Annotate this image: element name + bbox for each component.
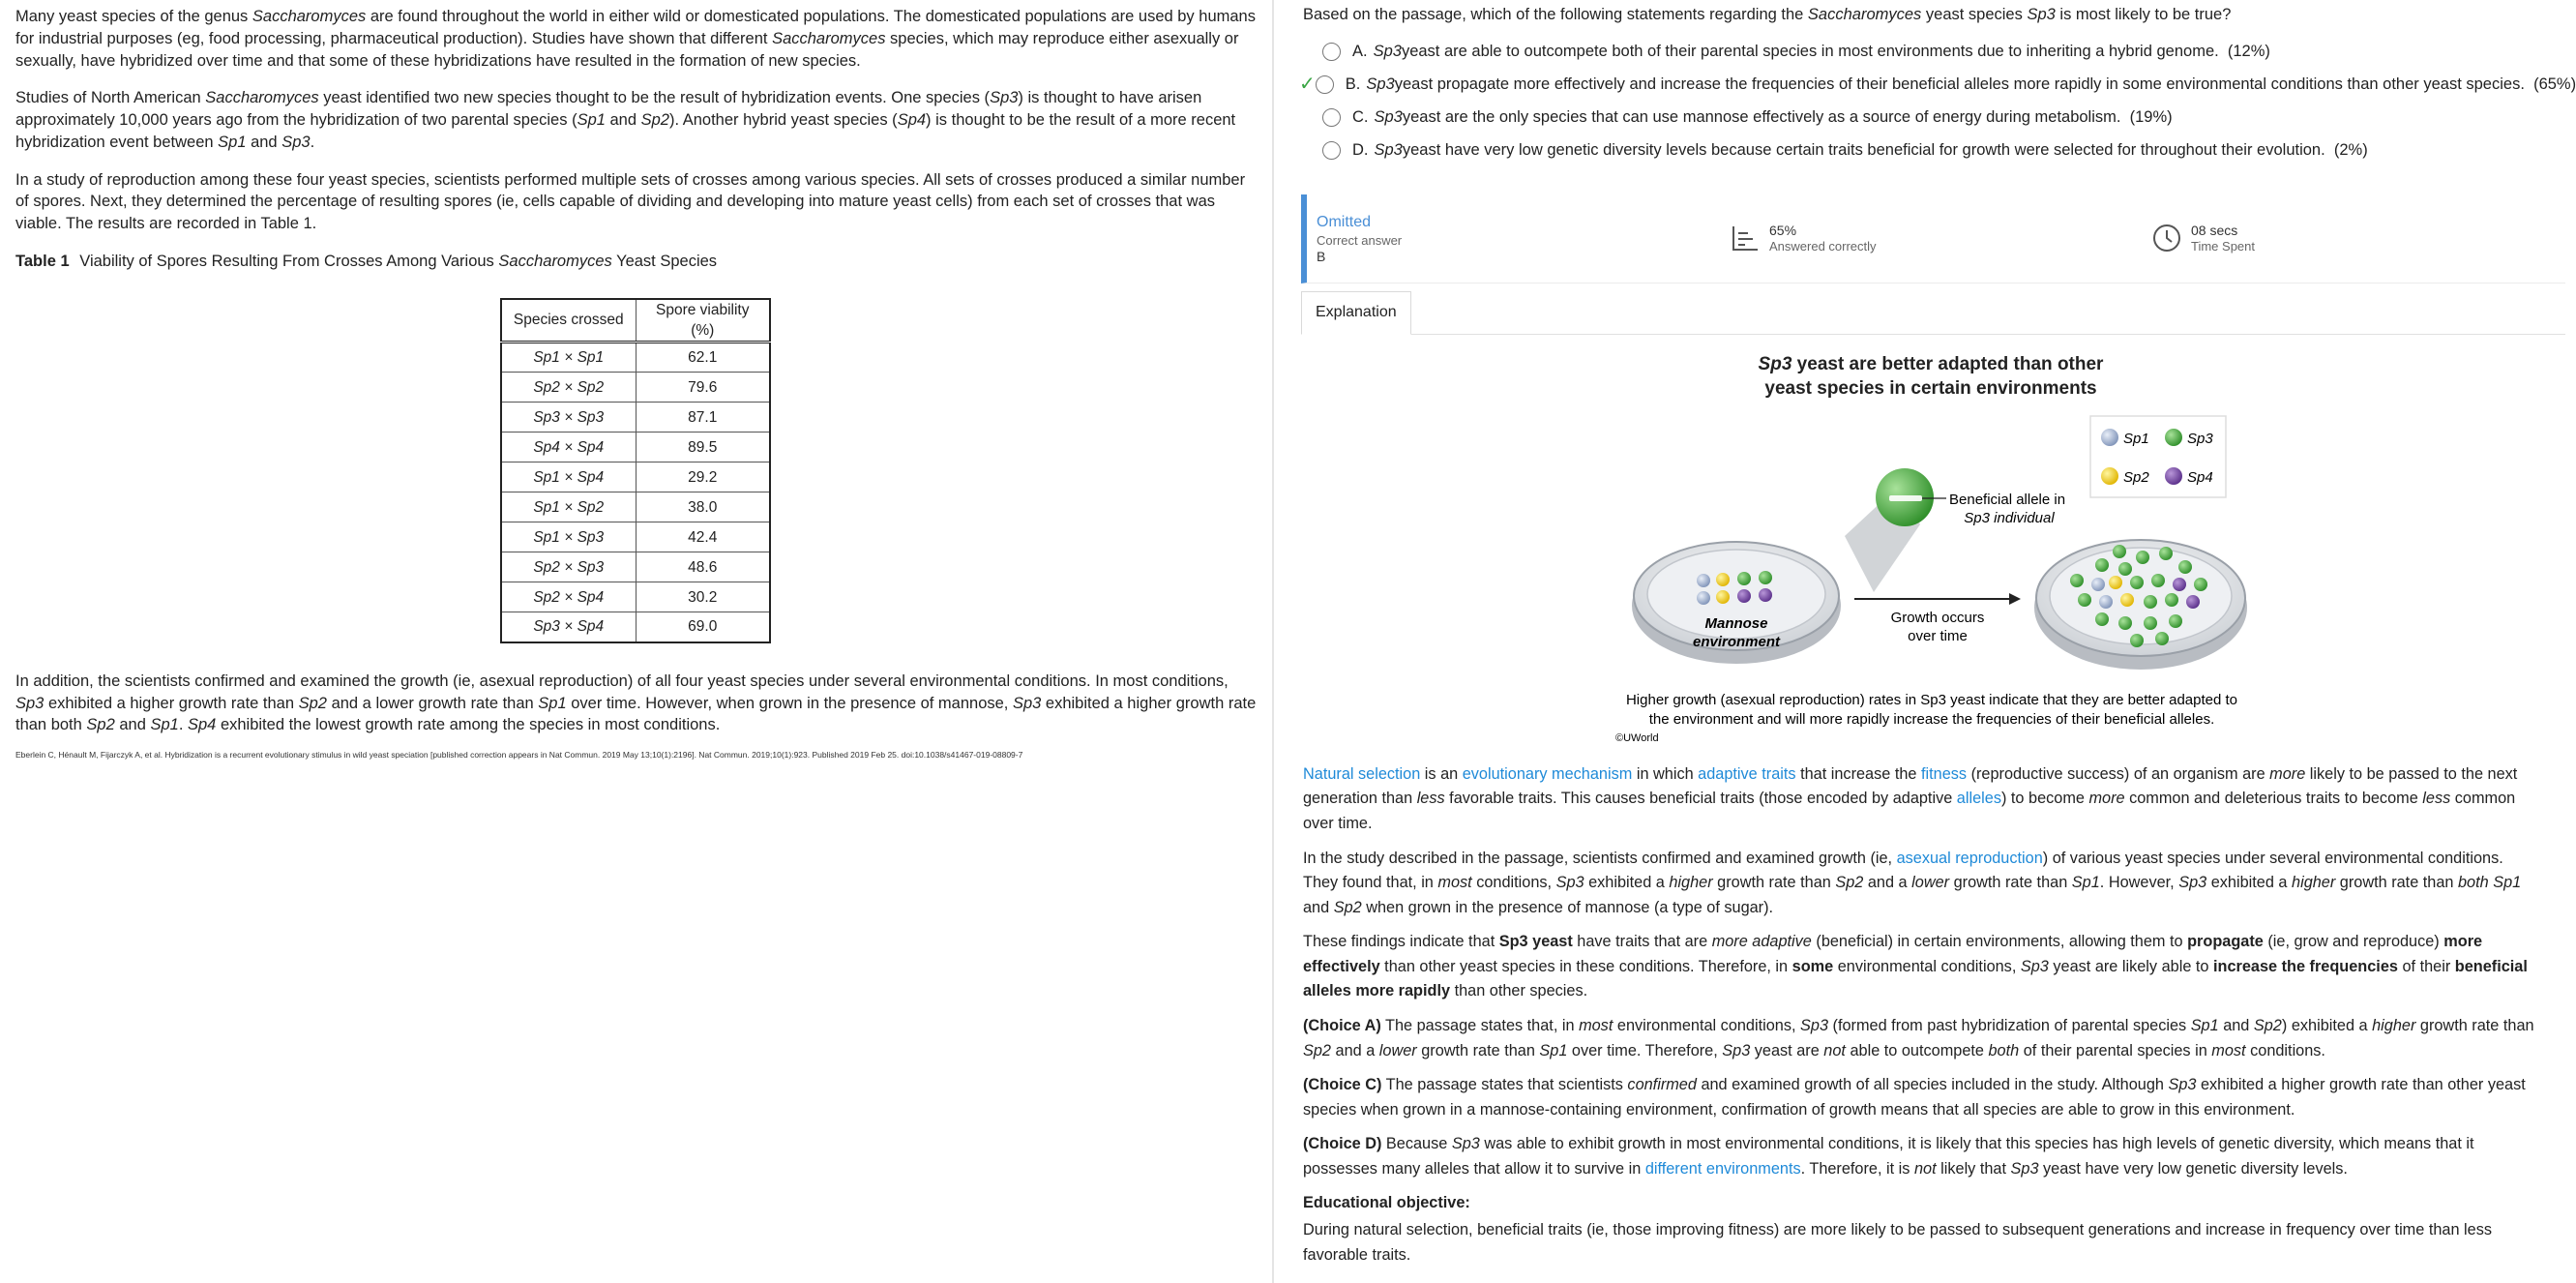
table-cell: 29.2 [637, 462, 770, 492]
table-cell: Sp2 × Sp3 [501, 552, 637, 582]
table-header: Species crossed [501, 299, 637, 343]
explanation-figure [1303, 352, 2561, 759]
table-cell: 87.1 [637, 403, 770, 433]
table-cell: Sp1 × Sp3 [501, 522, 637, 552]
correct-answer-value: B [1317, 248, 1326, 264]
table-cell: Sp1 × Sp2 [501, 492, 637, 522]
table-row [501, 582, 770, 612]
citation: Eberlein C, Hénault M, Fijarczyk A, et al. Hybridization is a recurrent evolutionary stimulus in wild yeast speciation [published correction appears in Nat Commun. 2019 May 13;10(1):2196]. Nat Commun. 2019;10(1):923. Published 2019 Feb 25. doi:10.1038/s41467-019-08809-7 [15, 750, 1023, 761]
table-cell: Sp2 × Sp4 [501, 582, 637, 612]
copyright: ©UWorld [1615, 731, 1659, 744]
link-alleles[interactable]: alleles [1956, 790, 2001, 808]
table-row [501, 373, 770, 403]
spore-viability-table [500, 298, 771, 643]
table-row [501, 492, 770, 522]
link-asexual-reproduction[interactable]: asexual reproduction [1896, 849, 2043, 867]
table-cell: 69.0 [637, 612, 770, 642]
table-row [501, 433, 770, 462]
radio-button[interactable] [1322, 108, 1341, 127]
table-cell: Sp1 × Sp1 [501, 343, 637, 373]
answer-stats-bar [1301, 194, 2565, 283]
svg-text:Mannose: Mannose [1704, 614, 1768, 632]
link-adaptive-traits[interactable]: adaptive traits [1698, 764, 1796, 783]
radio-button[interactable] [1322, 43, 1341, 61]
petri-dish-mannose [1632, 542, 1841, 664]
radio-button[interactable] [1322, 141, 1341, 160]
table-cell: 38.0 [637, 492, 770, 522]
link-evolutionary-mechanism[interactable]: evolutionary mechanism [1462, 764, 1633, 783]
svg-text:Sp1: Sp1 [2123, 430, 2149, 447]
answer-choice-d[interactable]: D. Sp3 yeast have very low genetic diversity levels because certain traits beneficial for growth were selected for throughout their evolution. (2%) [1303, 134, 2565, 167]
table-cell: Sp1 × Sp4 [501, 462, 637, 492]
table-cell: Sp2 × Sp2 [501, 373, 637, 403]
explanation-paragraph-1: Natural selection is an evolutionary mechanism in which adaptive traits that increase the fitness (reproductive success) of an organism are more likely to be passed to the next generation than less favorable traits. This causes beneficial traits (those encoded by adaptive alleles) to become more common and deleterious traits to become less common over time. [1303, 764, 2518, 832]
table-row [501, 462, 770, 492]
explanation-paragraph-2: In the study described in the passage, scientists confirmed and examined growth (ie, asexual reproduction) of various yeast species under several environmental conditions. They found that, in most conditions, Sp3 exhibited a higher growth rate than Sp2 and a lower growth rate than Sp1. However, Sp3 exhibited a higher growth rate than both Sp1 and Sp2 when grown in the presence of mannose (a type of sugar). [1303, 849, 2522, 916]
svg-text:Sp2: Sp2 [2123, 468, 2149, 486]
explanation-paragraph-3: These findings indicate that Sp3 yeast have traits that are more adaptive (beneficial) in certain environments, allowing them to propagate (ie, grow and reproduce) more effectively than other yeast species in these conditions. Therefore, in some environmental conditions, Sp3 yeast are likely able to increase the frequencies of their beneficial alleles more rapidly than other species. [1303, 933, 2528, 1000]
table-header: Spore viability (%) [637, 299, 770, 343]
answer-status: Omitted Correct answer B [1317, 214, 1403, 264]
svg-text:over time: over time [1908, 627, 1968, 644]
table-cell: 30.2 [637, 582, 770, 612]
table-row [501, 522, 770, 552]
table-cell: 48.6 [637, 552, 770, 582]
table-row [501, 612, 770, 642]
svg-text:Sp3 individual: Sp3 individual [1964, 509, 2055, 526]
link-natural-selection[interactable]: Natural selection [1303, 764, 1421, 783]
passage-paragraph-1: Many yeast species of the genus Saccharomyces are found throughout the world in either wild or domesticated populations. The domesticated populations are used by humans for industrial purposes (eg, food processing, pharmaceutical production). Studies have shown that different Saccharomyces species, which may reproduce either asexually or sexually, have hybridized over time and that some of these hybridizations have resulted in the formation of new species. [15, 8, 1256, 70]
educational-objective-text: During natural selection, beneficial traits (ie, those improving fitness) are more likely to be passed to subsequent generations and increase in frequency over time than less favorable traits. [1303, 1221, 2492, 1264]
table-cell: Sp4 × Sp4 [501, 433, 637, 462]
question-pane [1274, 0, 2576, 1283]
percent-correct: 65% Answered correctly [1729, 222, 2150, 254]
table-cell: 89.5 [637, 433, 770, 462]
time-spent: 08 secs Time Spent [2150, 222, 2537, 254]
explanation-choice-c: (Choice C) The passage states that scientists confirmed and examined growth of all species included in the study. Although Sp3 exhibited a higher growth rate than other yeast species when grown in a mannose-containing environment, confirmation of growth means that all species are able to grow in this environment. [1303, 1076, 2526, 1119]
figure-caption-line-2: the environment and will more rapidly increase the frequencies of their beneficial alleles. [1648, 710, 2215, 728]
answer-choice-b[interactable]: ✓ B. Sp3 yeast propagate more effectively and increase the frequencies of their beneficial alleles more rapidly in some environmental conditions than other yeast species. (65%) [1303, 69, 2565, 102]
figure-title: Sp3 yeast are better adapted than other yeast species in certain environments [1758, 353, 2104, 399]
passage-paragraph-2: Studies of North American Saccharomyces yeast identified two new species thought to be the result of hybridization events. One species (Sp3) is thought to have arisen approximately 10,000 years ago from the hybridization of two parental species (Sp1 and Sp2). Another hybrid yeast species (Sp4) is thought to be the result of a more recent hybridization event between Sp1 and Sp3. [15, 89, 1236, 151]
passage-paragraph-3: In a study of reproduction among these four yeast species, scientists performed multiple sets of crosses among various species. All sets of crosses produced a similar number of spores. Next, they determined the percentage of resulting spores (ie, cells capable of dividing and developing into mature yeast cells) from each set of crosses that was viable. The results are recorded in Table 1. [15, 170, 1246, 233]
explanation-choice-a: (Choice A) The passage states that, in most environmental conditions, Sp3 (formed from past hybridization of parental species Sp1 and Sp2) exhibited a higher growth rate than Sp2 and a lower growth rate than Sp1 over time. Therefore, Sp3 yeast are not able to outcompete both of their parental species in most conditions. [1303, 1016, 2534, 1059]
table-cell: Sp3 × Sp3 [501, 403, 637, 433]
correct-check-icon: ✓ [1299, 73, 1316, 95]
link-fitness[interactable]: fitness [1920, 764, 1968, 783]
answer-choices [1299, 36, 2576, 167]
table-caption: Table 1 Viability of Spores Resulting From Crosses Among Various Saccharomyces Yeast Species [15, 252, 718, 270]
explanation-text [1303, 762, 2565, 1268]
svg-text:environment: environment [1692, 633, 1781, 650]
svg-text:Sp3: Sp3 [2187, 430, 2213, 447]
svg-text:Growth occurs: Growth occurs [1890, 609, 1985, 626]
passage-paragraph-4: In addition, the scientists confirmed and examined the growth (ie, asexual reproduction) of all four yeast species under several environmental conditions. In most conditions, Sp3 exhibited a higher growth rate than Sp2 and a lower growth rate than Sp1 over time. However, when grown in the presence of mannose, Sp3 exhibited a higher growth rate than both Sp2 and Sp1. Sp4 exhibited the lowest growth rate among the species in most conditions. [15, 671, 1257, 734]
answer-choice-a[interactable]: A. Sp3 yeast are able to outcompete both of their parental species in most environments due to inheriting a hybrid genome. (12%) [1303, 36, 2565, 69]
bar-chart-icon [1729, 222, 1762, 254]
table-cell: Sp3 × Sp4 [501, 612, 637, 642]
table-row [501, 403, 770, 433]
table-cell: 79.6 [637, 373, 770, 403]
svg-text:Beneficial allele in: Beneficial allele in [1949, 491, 2066, 508]
explanation-choice-d: (Choice D) Because Sp3 was able to exhibit growth in most environmental conditions, it is likely that this species has high levels of genetic diversity, which means that it possesses many alleles that allow it to survive in different environments. Therefore, it is not likely that Sp3 yeast have very low genetic diversity levels. [1303, 1135, 2474, 1178]
table-cell: 62.1 [637, 343, 770, 373]
svg-text:Sp4: Sp4 [2187, 468, 2213, 486]
radio-button[interactable] [1316, 75, 1334, 94]
table-row [501, 552, 770, 582]
clock-icon [2150, 222, 2183, 254]
passage-pane [0, 0, 1274, 1283]
link-different-environments[interactable]: different environments [1644, 1159, 1801, 1178]
adaptation-diagram [1303, 352, 2561, 759]
tab-bar [1301, 291, 2565, 335]
figure-caption-line-1: Higher growth (asexual reproduction) rates in Sp3 yeast indicate that they are better adapted to [1625, 691, 2238, 708]
question-stem: Based on the passage, which of the following statements regarding the Saccharomyces yeast species Sp3 is most likely to be true? [1303, 6, 2232, 23]
legend [2090, 416, 2226, 497]
educational-objective-heading: Educational objective: [1303, 1194, 1470, 1212]
petri-dish-after-growth [2034, 540, 2247, 670]
table-cell: 42.4 [637, 522, 770, 552]
answer-choice-c[interactable]: C. Sp3 yeast are the only species that can use mannose effectively as a source of energy during metabolism. (19%) [1303, 102, 2565, 134]
table-row [501, 343, 770, 373]
omitted-label: Omitted [1317, 214, 1372, 231]
tab-explanation[interactable]: Explanation [1301, 291, 1411, 335]
